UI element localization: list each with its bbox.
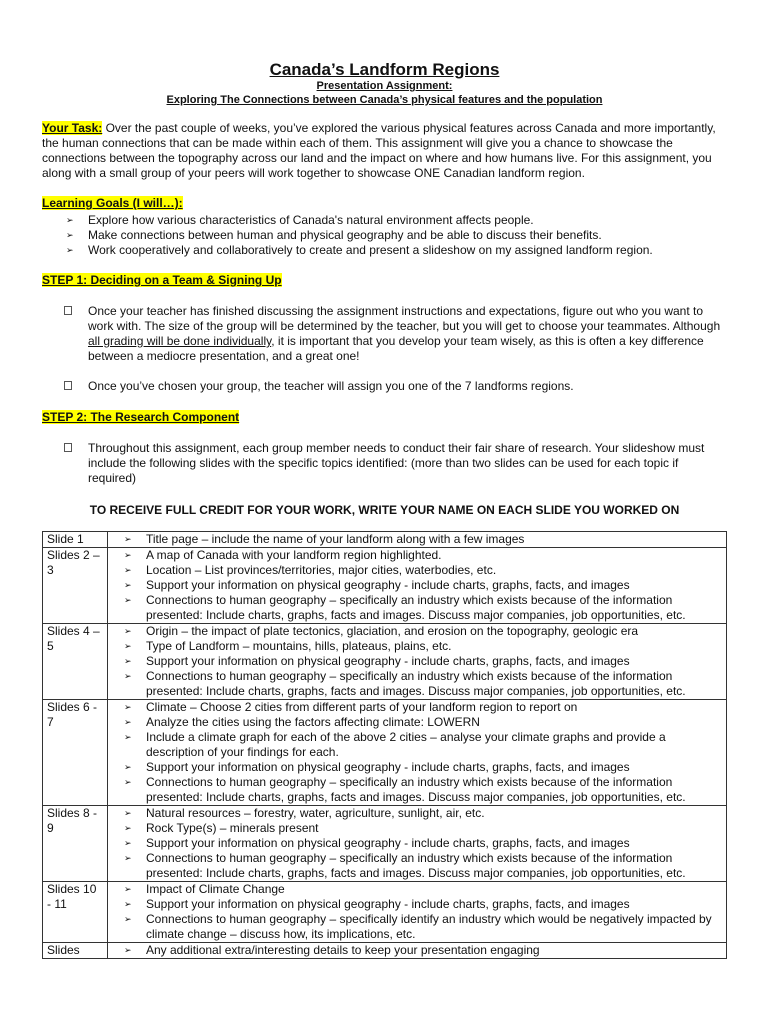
- list-item: ➢ Origin – the impact of plate tectonics, glaciation, and erosion on the topography, geologic era: [124, 624, 639, 638]
- arrow-bullet-icon: ➢: [124, 884, 132, 894]
- page-subtitle: Presentation Assignment:: [316, 80, 453, 92]
- page-title: Canada’s Landform Regions: [269, 60, 500, 79]
- list-item: ➢ Impact of Climate Change: [124, 882, 285, 896]
- slide-label: Slides: [43, 943, 108, 959]
- slide-label: Slide 1: [43, 532, 108, 548]
- list-item: ➢ Connections to human geography – specifically an industry which exists because of the information presented: Include charts, graphs, facts and images. Discuss major companies, job opportunities, etc.: [124, 775, 686, 804]
- slides-table: [42, 531, 727, 959]
- list-item: ➢ Type of Landform – mountains, hills, plateaus, plains, etc.: [124, 639, 452, 653]
- list-item: ➢ Support your information on physical geography - include charts, graphs, facts, and images: [124, 654, 630, 668]
- arrow-bullet-icon: ➢: [124, 945, 132, 955]
- arrow-bullet-icon: ➢: [124, 595, 132, 605]
- slide-label: Slides 2 – 3: [43, 548, 108, 624]
- goals-heading: Learning Goals (I will…):: [42, 196, 183, 210]
- arrow-bullet-icon: ➢: [124, 853, 132, 863]
- credit-instruction: TO RECEIVE FULL CREDIT FOR YOUR WORK, WRITE YOUR NAME ON EACH SLIDE YOU WORKED ON: [89, 503, 680, 517]
- list-item: ➢ Connections to human geography – specifically an industry which exists because of the information presented: Include charts, graphs, facts and images. Discuss major companies, job opportunities, etc.: [124, 669, 686, 698]
- list-item: ➢ Support your information on physical geography - include charts, graphs, facts, and images: [124, 760, 630, 774]
- slide-topics: [108, 806, 727, 882]
- arrow-bullet-icon: ➢: [66, 230, 74, 240]
- arrow-bullet-icon: ➢: [124, 702, 132, 712]
- arrow-bullet-icon: ➢: [124, 717, 132, 727]
- arrow-bullet-icon: ➢: [124, 899, 132, 909]
- list-item: ➢ Analyze the cities using the factors affecting climate: LOWERN: [124, 715, 480, 729]
- list-item: ➢ Connections to human geography – specifically an industry which exists because of the information presented: Include charts, graphs, facts and images. Discuss major companies, job opportunities, etc.: [124, 593, 686, 622]
- list-item: ➢ Connections to human geography – specifically identify an industry which would be negatively impacted by climate change – discuss how, its implications, etc.: [124, 912, 712, 941]
- table-row: [43, 532, 727, 548]
- slide-topics: [108, 548, 727, 624]
- arrow-bullet-icon: ➢: [124, 762, 132, 772]
- slide-label: Slides 10 - 11: [43, 882, 108, 943]
- list-item: ➢ Location – List provinces/territories, major cities, waterbodies, etc.: [124, 563, 497, 577]
- arrow-bullet-icon: ➢: [124, 838, 132, 848]
- step1-item-2: Once you’ve chosen your group, the teacher will assign you one of the 7 landforms regions.: [42, 379, 727, 394]
- slide-topics: [108, 624, 727, 700]
- arrow-bullet-icon: ➢: [124, 671, 132, 681]
- arrow-bullet-icon: ➢: [124, 580, 132, 590]
- step2-item-1: Throughout this assignment, each group member needs to conduct their fair share of research. Your slideshow must include the following slides with the specific topics identified: (more than two slides can be used for each topic if required): [42, 441, 727, 486]
- list-item: ➢ Connections to human geography – specifically an industry which exists because of the information presented: Include charts, graphs, facts and images. Discuss major companies, job opportunities, etc.: [124, 851, 686, 880]
- checkbox-icon: [64, 306, 72, 315]
- slide-label: Slides 6 - 7: [43, 700, 108, 806]
- arrow-bullet-icon: ➢: [124, 808, 132, 818]
- slide-topics: [108, 943, 727, 959]
- table-row: [43, 624, 727, 700]
- arrow-bullet-icon: ➢: [124, 565, 132, 575]
- slide-label: Slides 4 – 5: [43, 624, 108, 700]
- list-item: ➢ Natural resources – forestry, water, agriculture, sunlight, air, etc.: [124, 806, 485, 820]
- arrow-bullet-icon: ➢: [66, 215, 74, 225]
- page-subtitle-2: Exploring The Connections between Canada’s physical features and the population: [166, 94, 603, 106]
- arrow-bullet-icon: ➢: [124, 914, 132, 924]
- goals-list: [42, 213, 727, 258]
- list-item: ➢ Include a climate graph for each of the above 2 cities – analyse your climate graphs and provide a description of your findings for each.: [124, 730, 666, 759]
- list-item: ➢ Climate – Choose 2 cities from different parts of your landform region to report on: [124, 700, 578, 714]
- list-item: ➢ Title page – include the name of your landform along with a few images: [124, 532, 525, 546]
- arrow-bullet-icon: ➢: [124, 656, 132, 666]
- arrow-bullet-icon: ➢: [124, 534, 132, 544]
- arrow-bullet-icon: ➢: [66, 245, 74, 255]
- list-item: ➢ Make connections between human and physical geography and be able to discuss their benefits.: [66, 228, 602, 242]
- list-item: ➢ A map of Canada with your landform region highlighted.: [124, 548, 442, 562]
- step1-heading: STEP 1: Deciding on a Team & Signing Up: [42, 273, 282, 287]
- arrow-bullet-icon: ➢: [124, 641, 132, 651]
- arrow-bullet-icon: ➢: [124, 550, 132, 560]
- arrow-bullet-icon: ➢: [124, 732, 132, 742]
- arrow-bullet-icon: ➢: [124, 777, 132, 787]
- step1-item-1: Once your teacher has finished discussing the assignment instructions and expectations, figure out who you want to work with. The size of the group will be determined by the teacher, but you will get to choose your teammates. Although all grading will be done individually, it is important that you develop your team wisely, as this is often a key difference between a mediocre presentation, and a great one!: [42, 304, 727, 364]
- table-row: [43, 943, 727, 959]
- list-item: ➢ Rock Type(s) – minerals present: [124, 821, 319, 835]
- list-item: ➢ Work cooperatively and collaboratively to create and present a slideshow on my assigned landform region.: [66, 243, 653, 257]
- slide-topics: [108, 532, 727, 548]
- table-row: [43, 548, 727, 624]
- arrow-bullet-icon: ➢: [124, 823, 132, 833]
- checkbox-icon: [64, 381, 72, 390]
- table-row: [43, 806, 727, 882]
- task-label: Your Task:: [42, 121, 103, 135]
- document-page: [42, 60, 727, 959]
- list-item: ➢ Support your information on physical geography - include charts, graphs, facts, and images: [124, 836, 630, 850]
- task-paragraph: [42, 121, 727, 181]
- slide-topics: [108, 700, 727, 806]
- list-item: ➢ Explore how various characteristics of Canada's natural environment affects people.: [66, 213, 534, 227]
- slide-topics: [108, 882, 727, 943]
- step2-heading: STEP 2: The Research Component: [42, 410, 240, 424]
- list-item: ➢ Support your information on physical geography - include charts, graphs, facts, and images: [124, 897, 630, 911]
- arrow-bullet-icon: ➢: [124, 626, 132, 636]
- list-item: ➢ Support your information on physical geography - include charts, graphs, facts, and images: [124, 578, 630, 592]
- table-row: [43, 882, 727, 943]
- checkbox-icon: [64, 443, 72, 452]
- list-item: ➢ Any additional extra/interesting details to keep your presentation engaging: [124, 943, 540, 957]
- task-text: Over the past couple of weeks, you’ve explored the various physical features across Canada and more importantly, the human connections that can be made within each of them. This assignment will give you a chance to showcase the connections between the topography across our land and the impact on where and how humans live. For this assignment, you along with a small group of your peers will work together to showcase ONE Canadian landform region.: [42, 121, 716, 180]
- slide-label: Slides 8 - 9: [43, 806, 108, 882]
- table-row: [43, 700, 727, 806]
